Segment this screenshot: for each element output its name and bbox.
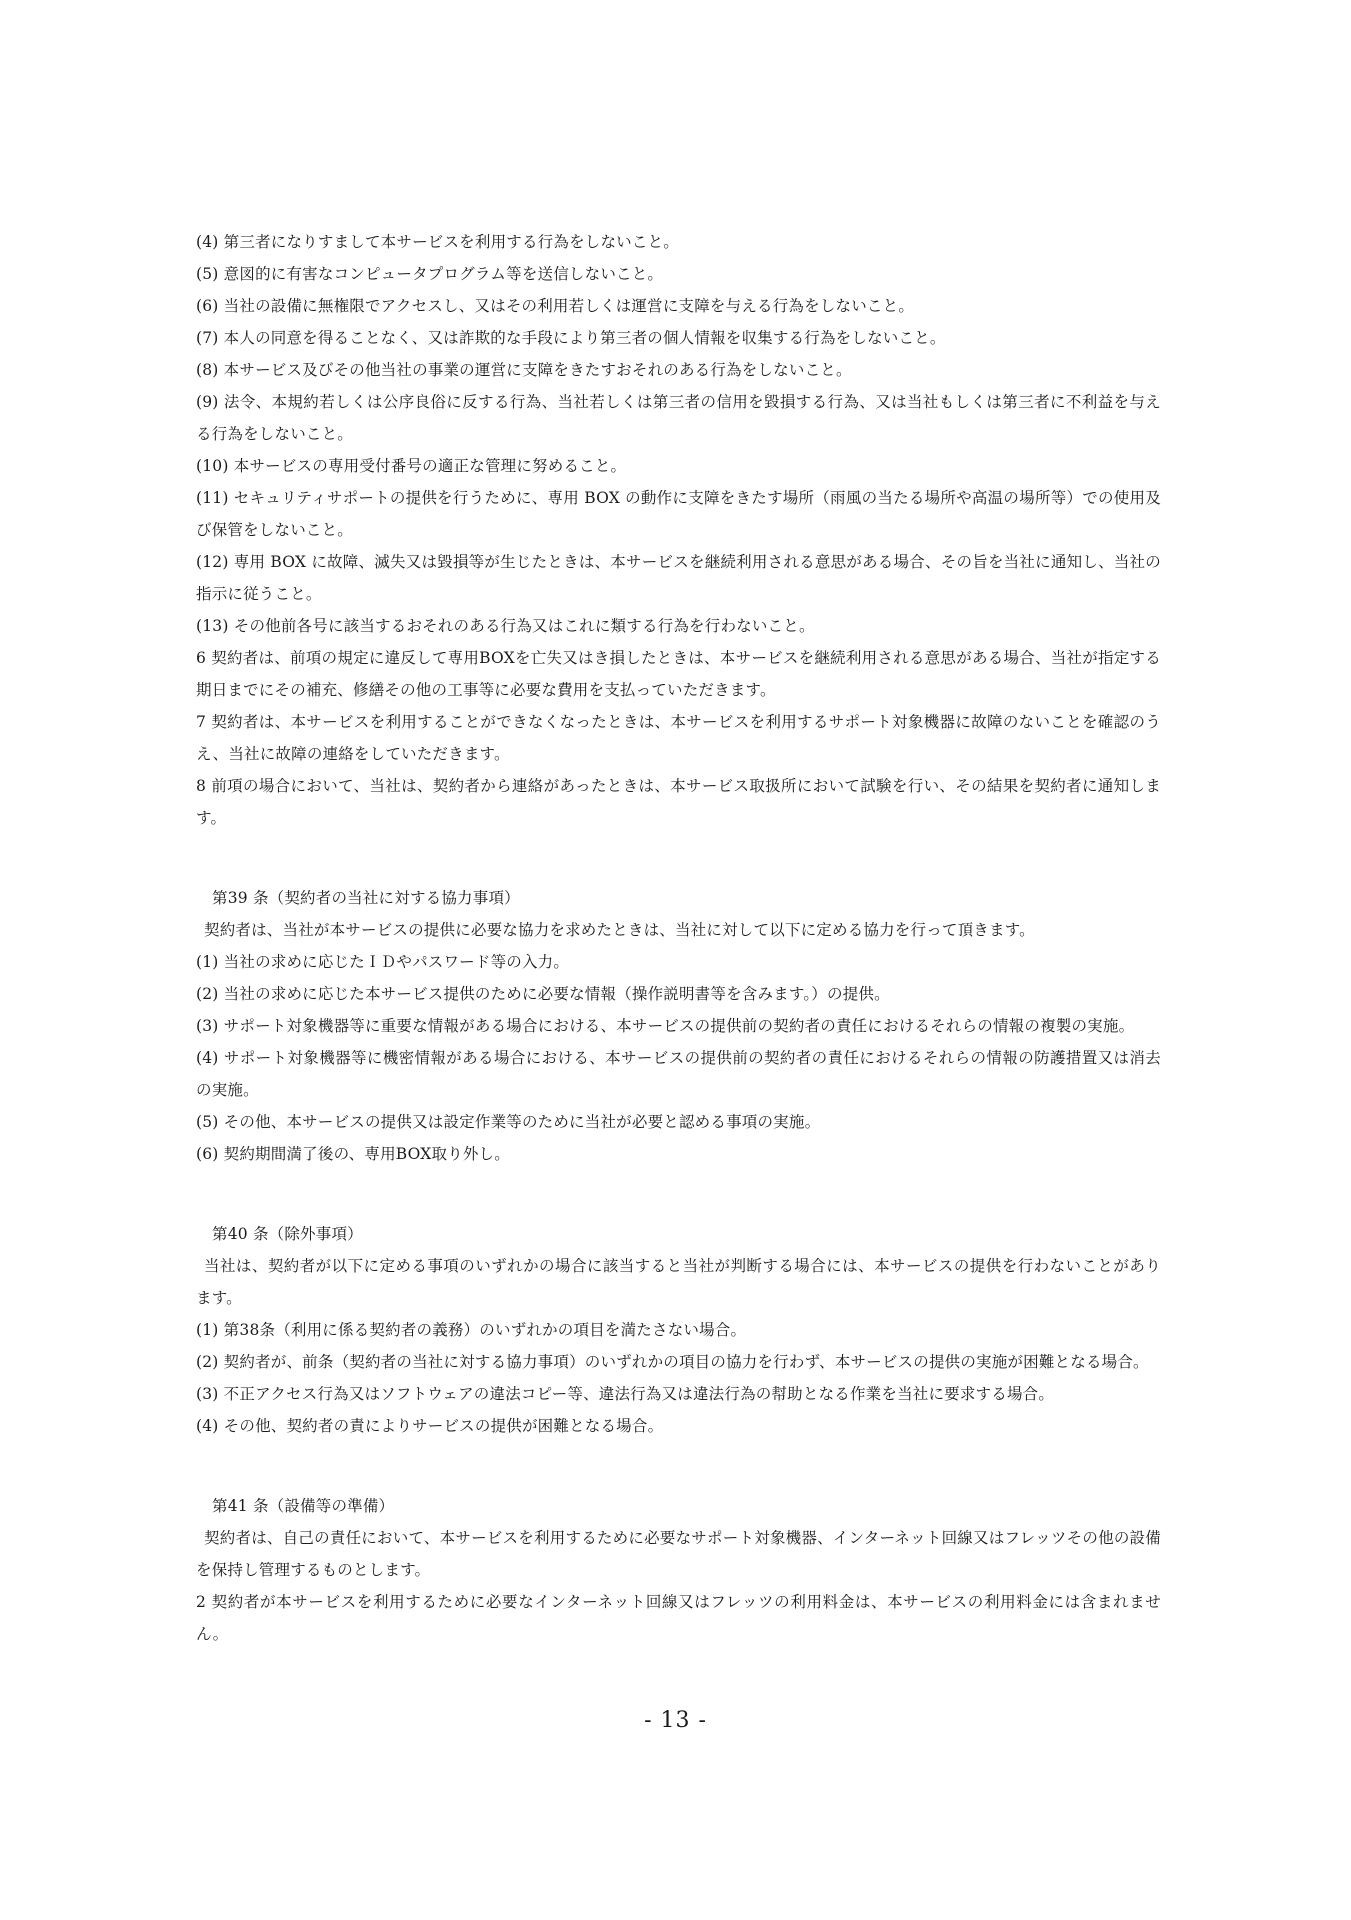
clause-paragraph: 2 契約者が本サービスを利用するために必要なインターネット回線又はフレッツの利用料金は、本サービスの利用料金には含まれません。: [196, 1593, 1161, 1643]
article-39: [196, 882, 1161, 1170]
obligations-list: [196, 226, 1161, 834]
article-heading: 第39 条（契約者の当社に対する協力事項）: [212, 889, 520, 907]
article-40: [196, 1218, 1161, 1442]
list-item: (6) 契約期間満了後の、専用BOX取り外し。: [196, 1145, 511, 1163]
document-body: [196, 226, 1161, 1650]
section-gap: [196, 1442, 1161, 1490]
list-item: (1) 当社の求めに応じたＩＤやパスワード等の入力。: [196, 953, 570, 971]
list-item: (3) サポート対象機器等に重要な情報がある場合における、本サービスの提供前の契約者の責任におけるそれらの情報の複製の実施。: [196, 1017, 1135, 1035]
list-item: (2) 契約者が、前条（契約者の当社に対する協力事項）のいずれかの項目の協力を行わず、本サービスの提供の実施が困難となる場合。: [196, 1353, 1149, 1371]
list-item: (2) 当社の求めに応じた本サービス提供のために必要な情報（操作説明書等を含みます。）の提供。: [196, 985, 890, 1003]
article-intro: 当社は、契約者が以下に定める事項のいずれかの場合に該当すると当社が判断する場合には、本サービスの提供を行わないことがあります。: [196, 1257, 1161, 1307]
article-intro: 契約者は、自己の責任において、本サービスを利用するために必要なサポート対象機器、インターネット回線又はフレッツその他の設備を保持し管理するものとします。: [196, 1529, 1161, 1579]
article-heading: 第40 条（除外事項）: [212, 1225, 363, 1243]
list-item: (8) 本サービス及びその他当社の事業の運営に支障をきたすおそれのある行為をしないこと。: [196, 361, 852, 379]
article-intro: 契約者は、当社が本サービスの提供に必要な協力を求めたときは、当社に対して以下に定める協力を行って頂きます。: [204, 921, 1035, 939]
clause-paragraph: 6 契約者は、前項の規定に違反して専用BOXを亡失又はき損したときは、本サービスを継続利用される意思がある場合、当社が指定する期日までにその補充、修繕その他の工事等に必要な費用を支払っていただきます。: [196, 649, 1161, 699]
page-number: - 13 -: [644, 1708, 707, 1733]
list-item: (4) サポート対象機器等に機密情報がある場合における、本サービスの提供前の契約者の責任におけるそれらの情報の防護措置又は消去の実施。: [196, 1049, 1161, 1099]
section-gap: [196, 1170, 1161, 1218]
clause-paragraph: 8 前項の場合において、当社は、契約者から連絡があったときは、本サービス取扱所において試験を行い、その結果を契約者に通知します。: [196, 777, 1161, 827]
list-item: (7) 本人の同意を得ることなく、又は詐欺的な手段により第三者の個人情報を収集する行為をしないこと。: [196, 329, 946, 347]
article-41: [196, 1490, 1161, 1650]
list-item: (9) 法令、本規約若しくは公序良俗に反する行為、当社若しくは第三者の信用を毀損する行為、又は当社もしくは第三者に不利益を与える行為をしないこと。: [196, 393, 1161, 443]
list-item: (6) 当社の設備に無権限でアクセスし、又はその利用若しくは運営に支障を与える行為をしないこと。: [196, 297, 915, 315]
list-item: (5) 意図的に有害なコンピュータプログラム等を送信しないこと。: [196, 265, 664, 283]
list-item: (12) 専用 BOX に故障、滅失又は毀損等が生じたときは、本サービスを継続利用される意思がある場合、その旨を当社に通知し、当社の指示に従うこと。: [196, 553, 1161, 603]
section-gap: [196, 834, 1161, 882]
list-item: (11) セキュリティサポートの提供を行うために、専用 BOX の動作に支障をきたす場所（雨風の当たる場所や高温の場所等）での使用及び保管をしないこと。: [196, 489, 1161, 539]
article-heading: 第41 条（設備等の準備）: [212, 1497, 395, 1515]
list-item: (13) その他前各号に該当するおそれのある行為又はこれに類する行為を行わないこと。: [196, 617, 815, 635]
list-item: (3) 不正アクセス行為又はソフトウェアの違法コピー等、違法行為又は違法行為の幇助となる作業を当社に要求する場合。: [196, 1385, 1055, 1403]
list-item: (10) 本サービスの専用受付番号の適正な管理に努めること。: [196, 457, 627, 475]
clause-paragraph: 7 契約者は、本サービスを利用することができなくなったときは、本サービスを利用するサポート対象機器に故障のないことを確認のうえ、当社に故障の連絡をしていただきます。: [196, 713, 1161, 763]
list-item: (4) その他、契約者の責によりサービスの提供が困難となる場合。: [196, 1417, 664, 1435]
list-item: (1) 第38条（利用に係る契約者の義務）のいずれかの項目を満たさない場合。: [196, 1321, 747, 1339]
list-item: (4) 第三者になりすまして本サービスを利用する行為をしないこと。: [196, 233, 679, 251]
list-item: (5) その他、本サービスの提供又は設定作業等のために当社が必要と認める事項の実施。: [196, 1113, 821, 1131]
